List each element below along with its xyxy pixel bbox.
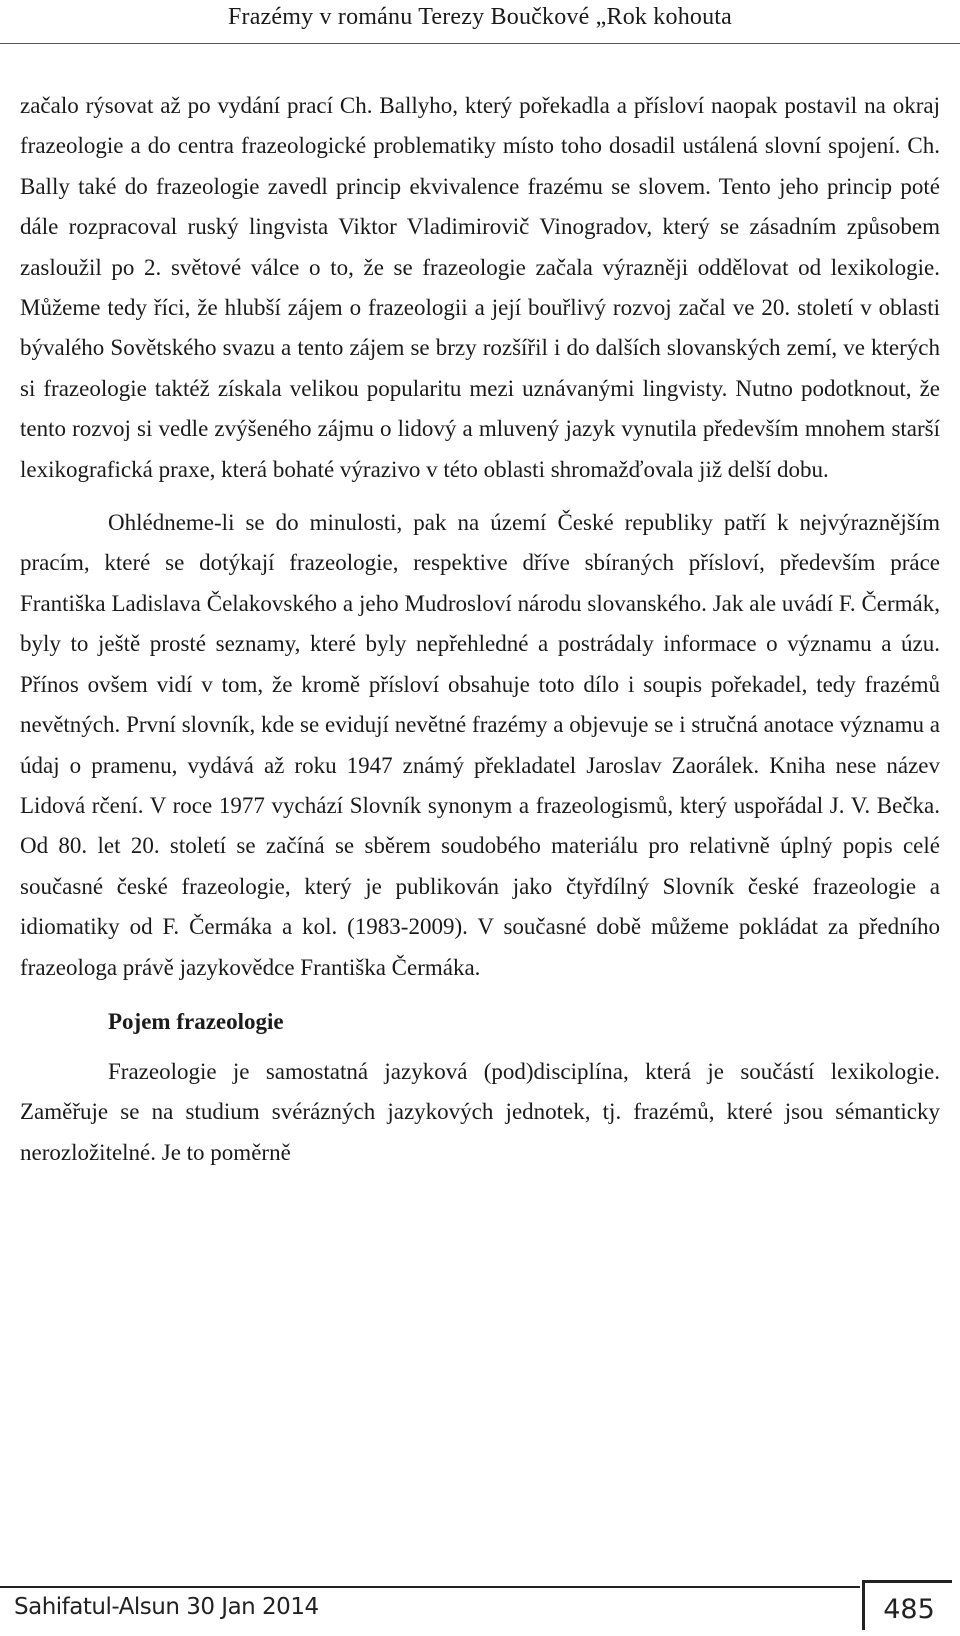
running-title: Frazémy v románu Terezy Boučkové „Rok kohouta xyxy=(227,4,733,30)
paragraph-1: začalo rýsovat až po vydání prací Ch. Ballyho, který pořekadla a přísloví naopak postavil na okraj frazeologie a do centra frazeologické problematiky místo toho dosadil ustálená slovní spojení. Ch. Bally také do frazeologie zavedl princip ekvivalence frazému se slovem. Tento jeho princip poté dále rozpracoval ruský lingvista Viktor Vladimirovič Vinogradov, který se zásadním způsobem zasloužil po 2. světové válce o to, že se frazeologie začala výrazněji oddělovat od lexikologie. Můžeme tedy říci, že hlubší zájem o frazeologii a její bouřlivý rozvoj začal ve 20. století v oblasti bývalého Sovětského svazu a tento zájem se brzy rozšířil i do dalších slovanských zemí, ve kterých si frazeologie taktéž získala velikou popularitu mezi uznávanými lingvisty. Nutno podotknout, že tento rozvoj si vedle zvýšeného zájmu o lidový a mluvený jazyk vynutila především mnohem starší lexikografická praxe, která bohaté výrazivo v této oblasti shromažďovala již delší dobu. xyxy=(20,93,940,482)
footer-journal: Sahifatul-Alsun 30 Jan 2014 xyxy=(14,1594,319,1620)
header-rule xyxy=(0,43,960,44)
footer-rule xyxy=(0,1586,860,1588)
section-heading: Pojem frazeologie xyxy=(108,1008,284,1034)
paragraph-2: Ohlédneme-li se do minulosti, pak na území České republiky patří k nejvýraznějším pracím, které se dotýkají frazeologie, respektive dříve sbíraných přísloví, především práce Františka Ladislava Čelakovského a jeho Mudrosloví národu slovanského. Jak ale uvádí F. Čermák, byly to ještě prosté seznamy, které byly nepřehledné a postrádaly informace o významu a úzu. Přínos ovšem vidí v tom, že kromě přísloví obsahuje toto dílo i soupis pořekadel, tedy frazémů nevětných. První slovník, kde se evidují nevětné frazémy a objevuje se i stručná anotace významu a údaj o pramenu, vydává až roku 1947 známý překladatel Jaroslav Zaorálek. Kniha nese název Lidová rčení. V roce 1977 vychází Slovník synonym a frazeologismů, který uspořádal J. V. Bečka. Od 80. let 20. století se začíná se sběrem soudobého materiálu pro relativně úplný popis celé současné české frazeologie, který je publikován jako čtyřdílný Slovník české frazeologie a idiomatiky od F. Čermáka a kol. (1983-2009). V současné době můžeme pokládat za předního frazeologa právě jazykovědce Františka Čermáka. xyxy=(20,510,940,980)
running-head xyxy=(0,0,960,46)
article-body xyxy=(20,86,940,1173)
page-number: 485 xyxy=(883,1594,935,1625)
paragraph-3: Frazeologie je samostatná jazyková (pod)disciplína, která je součástí lexikologie. Zaměřuje se na studium svérázných jazykových jednotek, tj. frazémů, které jsou sémanticky nerozložitelné. Je to poměrně xyxy=(20,1058,940,1165)
